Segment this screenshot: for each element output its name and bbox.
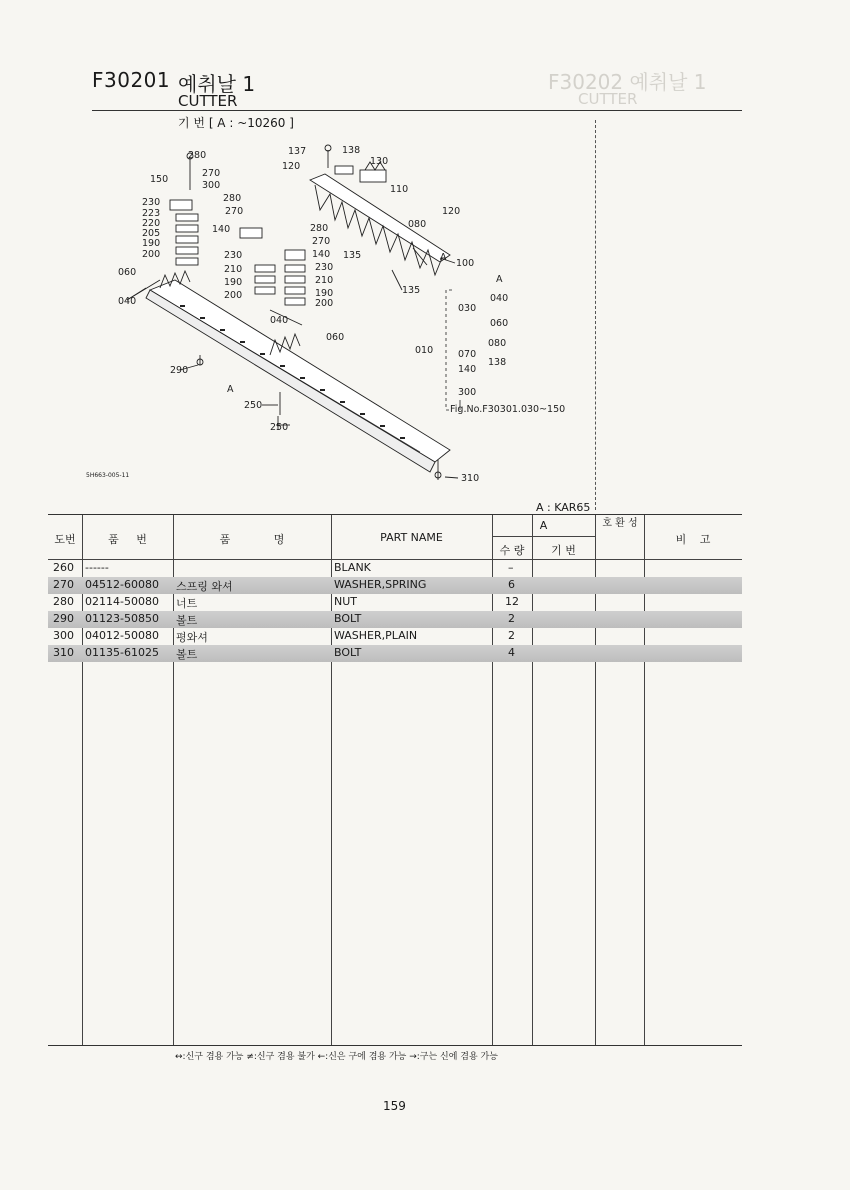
exploded-parts-diagram bbox=[80, 130, 610, 500]
callout-label: 310 bbox=[461, 473, 480, 484]
callout-label: 210 bbox=[224, 264, 243, 275]
callout-label: 135 bbox=[402, 285, 421, 296]
callout-label: 137 bbox=[288, 146, 307, 157]
callout-label: 040 bbox=[118, 296, 137, 307]
cell-ref: 290 bbox=[53, 612, 74, 625]
callout-label: 135 bbox=[343, 250, 362, 261]
col-header-name-ko: 품 명 bbox=[219, 533, 285, 546]
callout-label: 270 bbox=[202, 168, 221, 179]
col-header-interchange: 호 환 성 bbox=[602, 518, 638, 529]
cell-ref: 310 bbox=[53, 646, 74, 659]
serial-range: 기 번 [ A : ~10260 ] bbox=[178, 116, 294, 130]
header-rule bbox=[492, 536, 595, 537]
callout-label: 140 bbox=[458, 364, 477, 375]
cell-name-ko: 너트 bbox=[176, 597, 198, 610]
cell-name-ko: 스프링 와셔 bbox=[176, 580, 233, 593]
callout-label: 200 bbox=[142, 249, 161, 260]
cell-part-no: 04012-50080 bbox=[85, 629, 159, 642]
callout-label: 250 bbox=[244, 400, 263, 411]
callout-label: 080 bbox=[488, 338, 507, 349]
callout-label: 205 bbox=[142, 228, 161, 239]
cell-qty: 2 bbox=[508, 629, 515, 642]
interchange-legend: ↔:신구 겸용 가능 ≠:신구 겸용 불가 ←:신은 구에 겸용 가능 →:구는 신에 겸용 가능 bbox=[175, 1052, 498, 1062]
col-header-ref: 도번 bbox=[54, 533, 76, 546]
cell-ref: 260 bbox=[53, 561, 74, 574]
page-divider bbox=[595, 120, 596, 510]
callout-label: 040 bbox=[270, 315, 289, 326]
table-row bbox=[48, 628, 742, 645]
callout-label: 080 bbox=[408, 219, 427, 230]
callout-label: 230 bbox=[224, 250, 243, 261]
callout-label: 200 bbox=[315, 298, 334, 309]
cell-name-en: NUT bbox=[334, 595, 357, 608]
bleed-through-text: F30202 예취날 1 bbox=[548, 70, 707, 94]
callout-label: 010 bbox=[415, 345, 434, 356]
col-header-group: A bbox=[539, 519, 548, 532]
table-row bbox=[48, 594, 742, 611]
callout-label: 060 bbox=[118, 267, 137, 278]
cell-ref: 270 bbox=[53, 578, 74, 591]
callout-label: 140 bbox=[312, 249, 331, 260]
model-reference: A : KAR65 bbox=[536, 501, 591, 514]
table-row bbox=[48, 645, 742, 662]
section-title-en: CUTTER bbox=[178, 92, 238, 110]
callout-label: 250 bbox=[270, 422, 289, 433]
cell-qty: 2 bbox=[508, 612, 515, 625]
callout-label: 230 bbox=[142, 197, 161, 208]
callout-label: 140 bbox=[212, 224, 231, 235]
cell-name-en: BOLT bbox=[334, 612, 362, 625]
callout-label: 270 bbox=[225, 206, 244, 217]
callout-label: 290 bbox=[170, 365, 189, 376]
table-row bbox=[48, 577, 742, 594]
cell-name-ko: 볼트 bbox=[176, 648, 198, 661]
cell-name-en: WASHER,SPRING bbox=[334, 578, 427, 591]
cell-qty: 6 bbox=[508, 578, 515, 591]
callout-label: 120 bbox=[442, 206, 461, 217]
callout-label: 060 bbox=[326, 332, 345, 343]
section-code: F30201 bbox=[92, 68, 171, 92]
cell-name-en: WASHER,PLAIN bbox=[334, 629, 418, 642]
cell-part-no: 01135-61025 bbox=[85, 646, 159, 659]
diagram-drawing bbox=[80, 130, 610, 500]
callout-label: 270 bbox=[312, 236, 331, 247]
callout-label: 223 bbox=[142, 208, 161, 219]
callout-label: 300 bbox=[458, 387, 477, 398]
callout-label: 110 bbox=[390, 184, 409, 195]
callout-label: 070 bbox=[458, 349, 477, 360]
callout-label: 030 bbox=[458, 303, 477, 314]
callout-label: 190 bbox=[142, 238, 161, 249]
callout-label: 190 bbox=[224, 277, 243, 288]
cell-part-no: 04512-60080 bbox=[85, 578, 159, 591]
cell-ref: 300 bbox=[53, 629, 74, 642]
cell-qty: – bbox=[508, 561, 514, 574]
table-row bbox=[48, 611, 742, 628]
figure-id: 5H663-005-11 bbox=[86, 472, 130, 479]
col-header-part-no: 품 번 bbox=[108, 533, 147, 546]
callout-label: 120 bbox=[282, 161, 301, 172]
cell-part-no: 01123-50850 bbox=[85, 612, 159, 625]
cell-name-en: BOLT bbox=[334, 646, 362, 659]
col-header-qty: 수 량 bbox=[499, 544, 525, 557]
cell-ref: 280 bbox=[53, 595, 74, 608]
cell-name-ko: 평와셔 bbox=[176, 631, 208, 644]
callout-label: A bbox=[440, 252, 447, 263]
cell-part-no: 02114-50080 bbox=[85, 595, 159, 608]
cell-part-no: ------ bbox=[85, 561, 109, 574]
callout-label: 150 bbox=[150, 174, 169, 185]
cell-qty: 4 bbox=[508, 646, 515, 659]
callout-label: 130 bbox=[370, 156, 389, 167]
callout-label: 280 bbox=[223, 193, 242, 204]
figure-reference: Fig.No.F30301.030~150 bbox=[450, 404, 566, 415]
bleed-through-text: CUTTER bbox=[578, 90, 638, 108]
callout-label: 210 bbox=[315, 275, 334, 286]
col-header-remarks: 비 고 bbox=[675, 533, 711, 546]
section-title-ko: 예취날 1 bbox=[178, 72, 256, 96]
parts-table bbox=[48, 514, 742, 1046]
callout-label: 300 bbox=[202, 180, 221, 191]
table-row bbox=[48, 560, 742, 577]
callout-label: 200 bbox=[224, 290, 243, 301]
cell-name-ko: 볼트 bbox=[176, 614, 198, 627]
callout-label: 100 bbox=[456, 258, 475, 269]
cell-name-en: BLANK bbox=[334, 561, 371, 574]
callout-label: 040 bbox=[490, 293, 509, 304]
callout-label: A bbox=[496, 274, 503, 285]
callout-label: 138 bbox=[488, 357, 507, 368]
col-header-serial: 기 번 bbox=[551, 544, 576, 557]
callout-label: 060 bbox=[490, 318, 509, 329]
callout-label: 280 bbox=[310, 223, 329, 234]
callout-label: 190 bbox=[315, 288, 334, 299]
col-header-name-en: PART NAME bbox=[380, 531, 443, 544]
callout-label: 138 bbox=[342, 145, 361, 156]
header-rule bbox=[92, 110, 742, 111]
callout-label: 220 bbox=[142, 218, 161, 229]
page-number: 159 bbox=[383, 1099, 406, 1113]
callout-label: 230 bbox=[315, 262, 334, 273]
callout-label: 280 bbox=[188, 150, 207, 161]
callout-label: A bbox=[227, 384, 234, 395]
cell-qty: 12 bbox=[505, 595, 519, 608]
